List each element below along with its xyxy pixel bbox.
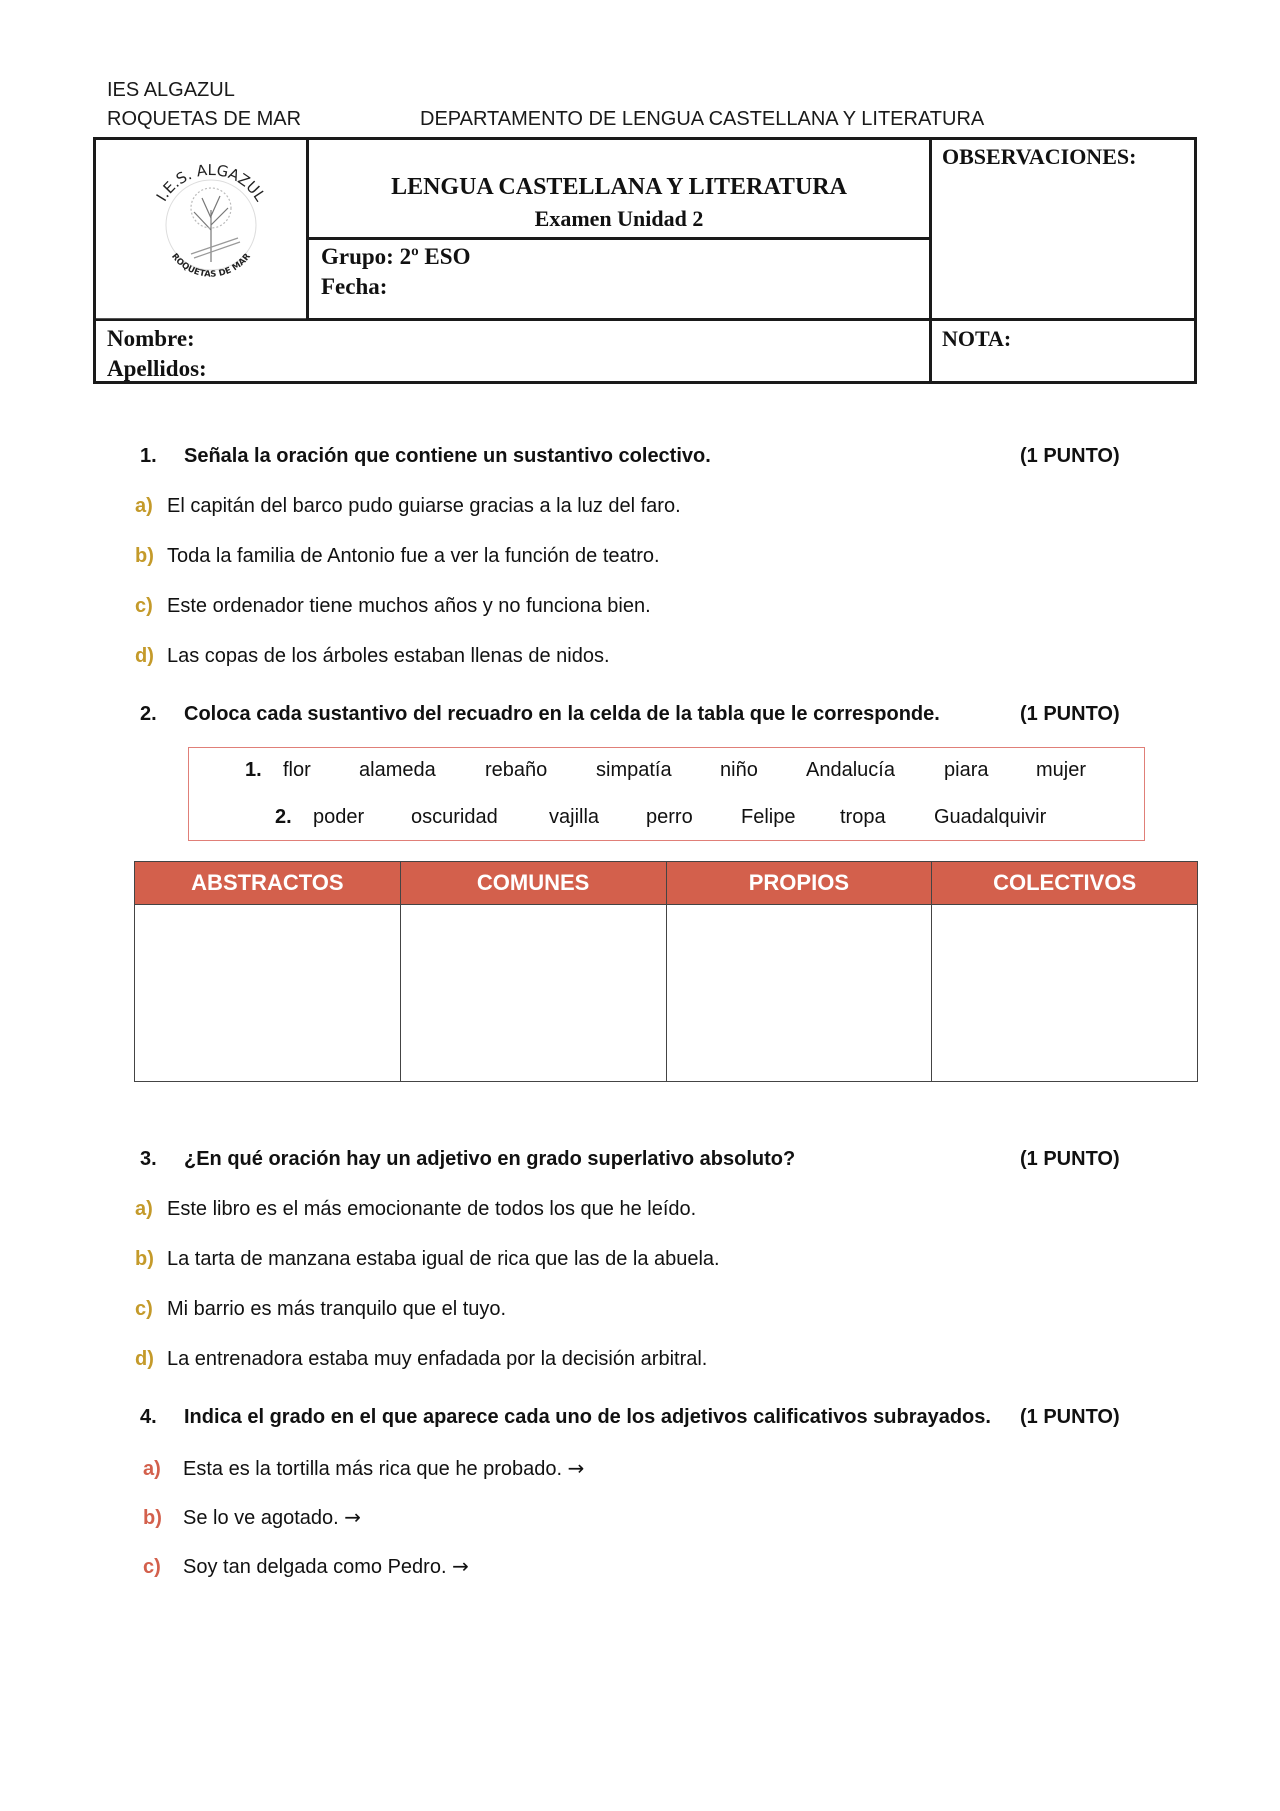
- option-4b[interactable]: b) Se lo ve agotado. →: [143, 1505, 362, 1529]
- subject-title: LENGUA CASTELLANA Y LITERATURA: [391, 174, 847, 200]
- row-number: 1.: [245, 759, 262, 781]
- date-field[interactable]: Fecha:: [321, 274, 388, 299]
- arrow-right-icon: →: [344, 1505, 362, 1529]
- word-box: [188, 747, 1145, 841]
- row-number: 2.: [275, 806, 292, 828]
- word: alameda: [359, 759, 436, 781]
- answer-cell-abstractos[interactable]: [135, 905, 401, 1082]
- grade-field[interactable]: NOTA:: [942, 326, 1012, 351]
- department-name: DEPARTAMENTO DE LENGUA CASTELLANA Y LITERATURA: [420, 108, 985, 130]
- question-number: 3.: [140, 1148, 157, 1170]
- arrow-right-icon: →: [567, 1456, 585, 1480]
- question-number: 2.: [140, 703, 157, 725]
- question-text: Señala la oración que contiene un sustantivo colectivo.: [184, 445, 711, 467]
- option-3d[interactable]: d) La entrenadora estaba muy enfadada por la decisión arbitral.: [135, 1348, 708, 1370]
- word: oscuridad: [411, 806, 498, 828]
- option-1b[interactable]: b) Toda la familia de Antonio fue a ver la función de teatro.: [135, 545, 660, 567]
- question-text: ¿En qué oración hay un adjetivo en grado superlativo absoluto?: [184, 1148, 796, 1170]
- divider: [96, 318, 306, 319]
- table-header-comunes: COMUNES: [400, 862, 666, 905]
- school-name: IES ALGAZUL: [107, 79, 235, 101]
- unit-title: Examen Unidad 2: [534, 206, 704, 231]
- noun-classification-table: [134, 861, 1198, 1082]
- option-3c[interactable]: c) Mi barrio es más tranquilo que el tuyo.: [135, 1298, 507, 1320]
- question-points: (1 PUNTO): [1020, 445, 1120, 467]
- option-4c[interactable]: c) Soy tan delgada como Pedro. →: [143, 1554, 469, 1578]
- answer-cell-comunes[interactable]: [400, 905, 666, 1082]
- question-4: [140, 1406, 1140, 1429]
- table-header-colectivos: COLECTIVOS: [932, 862, 1198, 905]
- name-field[interactable]: Nombre:: [107, 326, 195, 351]
- question-text: Coloca cada sustantivo del recuadro en la celda de la tabla que le corresponde.: [184, 703, 940, 725]
- question-points: (1 PUNTO): [1020, 1148, 1120, 1170]
- answer-cell-colectivos[interactable]: [932, 905, 1198, 1082]
- word: flor: [283, 759, 311, 781]
- question-1: [140, 445, 1140, 468]
- option-4a[interactable]: a) Esta es la tortilla más rica que he probado. →: [143, 1456, 585, 1480]
- word: Guadalquivir: [934, 806, 1047, 828]
- question-2: [140, 703, 1140, 726]
- surnames-field[interactable]: Apellidos:: [107, 356, 207, 381]
- word: perro: [646, 806, 693, 828]
- school-town: ROQUETAS DE MAR: [107, 108, 302, 130]
- question-points: (1 PUNTO): [1020, 1406, 1120, 1428]
- divider: [306, 237, 932, 240]
- school-logo: [136, 150, 286, 300]
- question-3: [140, 1148, 1140, 1171]
- question-text: Indica el grado en el que aparece cada uno de los adjetivos calificativos subrayados.: [184, 1406, 991, 1428]
- question-points: (1 PUNTO): [1020, 703, 1120, 725]
- tree-icon: [191, 188, 240, 262]
- word: Andalucía: [806, 759, 895, 781]
- option-1a[interactable]: a) El capitán del barco pudo guiarse gracias a la luz del faro.: [135, 495, 681, 517]
- exam-header-box: [93, 137, 1197, 384]
- word: poder: [313, 806, 365, 828]
- word: piara: [944, 759, 989, 781]
- question-number: 1.: [140, 445, 157, 467]
- word: Felipe: [741, 806, 796, 828]
- word: rebaño: [485, 759, 548, 781]
- word: simpatía: [596, 759, 672, 781]
- answer-cell-propios[interactable]: [666, 905, 932, 1082]
- logo-bottom-text: ROQUETAS DE MAR: [169, 251, 253, 280]
- word: tropa: [840, 806, 886, 828]
- option-1c[interactable]: c) Este ordenador tiene muchos años y no funciona bien.: [135, 595, 651, 617]
- table-header-abstractos: ABSTRACTOS: [135, 862, 401, 905]
- question-number: 4.: [140, 1406, 157, 1428]
- group-label: Grupo: 2º ESO: [321, 244, 471, 269]
- observations-field[interactable]: OBSERVACIONES:: [942, 144, 1137, 169]
- option-3a[interactable]: a) Este libro es el más emocionante de todos los que he leído.: [135, 1198, 697, 1220]
- logo-top-text: I.E.S. ALGAZUL: [152, 160, 270, 205]
- divider: [929, 140, 932, 384]
- option-1d[interactable]: d) Las copas de los árboles estaban llenas de nidos.: [135, 645, 610, 667]
- arrow-right-icon: →: [452, 1554, 469, 1578]
- table-header-propios: PROPIOS: [666, 862, 932, 905]
- word: niño: [720, 759, 758, 781]
- option-3b[interactable]: b) La tarta de manzana estaba igual de rica que las de la abuela.: [135, 1248, 720, 1270]
- word: vajilla: [549, 806, 600, 828]
- word: mujer: [1036, 759, 1087, 781]
- table-row: [135, 905, 1198, 1082]
